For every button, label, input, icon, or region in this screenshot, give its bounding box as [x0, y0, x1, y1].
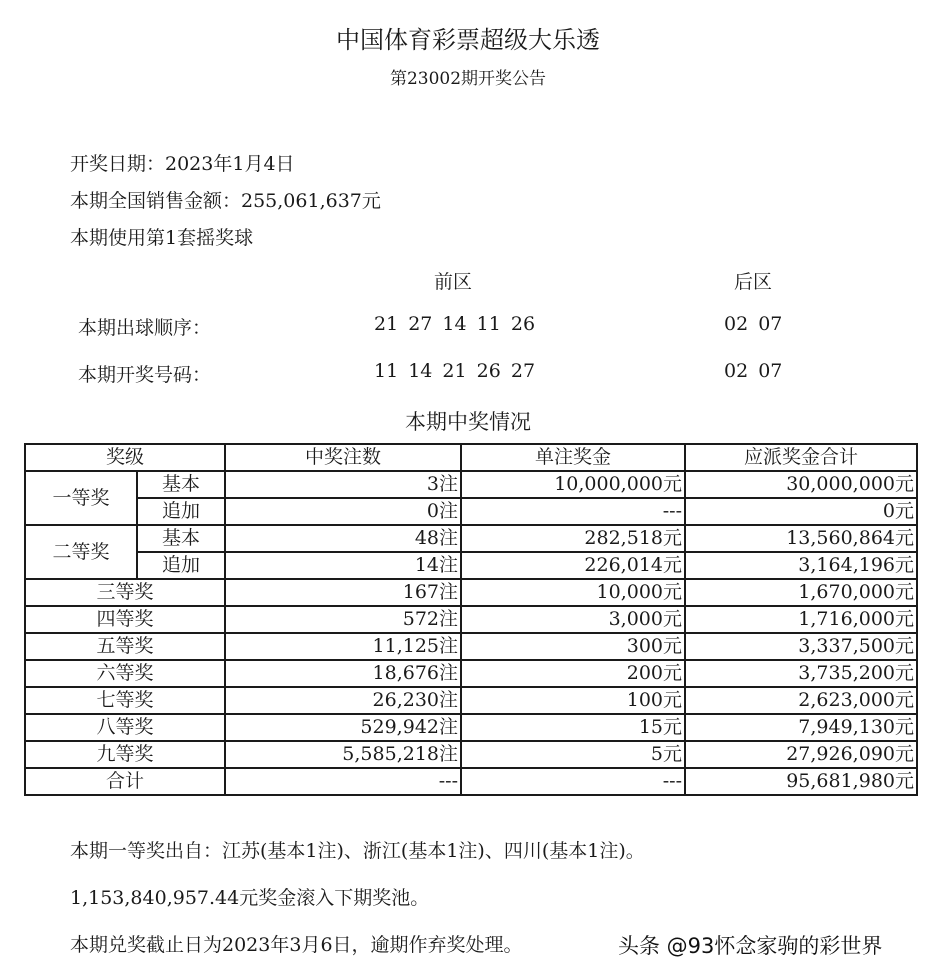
tier-sub-type: 追加: [137, 552, 225, 579]
winning-numbers-back: 02 07: [724, 360, 783, 382]
document-title: 中国体育彩票超级大乐透: [336, 26, 600, 54]
claim-deadline: 本期兑奖截止日为2023年3月6日，逾期作弃奖处理。: [70, 934, 523, 956]
draw-order-back: 02 07: [724, 313, 783, 335]
winner-count: 572注: [225, 606, 461, 633]
total-prize: 3,164,196元: [685, 552, 917, 579]
total-prize: 30,000,000元: [685, 471, 917, 498]
header-unit-prize: 单注奖金: [461, 444, 685, 471]
prize-table-title: 本期中奖情况: [405, 410, 531, 434]
tier-sub-type: 追加: [137, 498, 225, 525]
table-row: [25, 633, 917, 660]
front-zone-header: 前区: [434, 271, 473, 293]
total-prize: 7,949,130元: [685, 714, 917, 741]
total-prize: 1,670,000元: [685, 579, 917, 606]
winner-count: 529,942注: [225, 714, 461, 741]
ball-set: 本期使用第1套摇奖球: [70, 227, 254, 249]
total-prize: 95,681,980元: [685, 768, 917, 795]
header-total-prize: 应派奖金合计: [685, 444, 917, 471]
table-total-row: [25, 768, 917, 795]
unit-prize: 200元: [461, 660, 685, 687]
table-row: [25, 606, 917, 633]
tier-name: 合计: [25, 768, 225, 795]
table-row: [25, 471, 917, 498]
winner-count: 11,125注: [225, 633, 461, 660]
first-prize-source: 本期一等奖出自：江苏(基本1注)、浙江(基本1注)、四川(基本1注)。: [70, 840, 645, 862]
prize-table: [24, 443, 918, 796]
total-prize: 0元: [685, 498, 917, 525]
winner-count: 14注: [225, 552, 461, 579]
unit-prize: 300元: [461, 633, 685, 660]
winner-count: 5,585,218注: [225, 741, 461, 768]
tier-name: 九等奖: [25, 741, 225, 768]
tier-name: 二等奖: [25, 525, 137, 579]
winner-count: 26,230注: [225, 687, 461, 714]
tier-sub-type: 基本: [137, 471, 225, 498]
table-row: [25, 660, 917, 687]
winner-count: 167注: [225, 579, 461, 606]
total-prize: 13,560,864元: [685, 525, 917, 552]
table-row: [25, 687, 917, 714]
table-row: [25, 714, 917, 741]
winner-count: 3注: [225, 471, 461, 498]
total-prize: 27,926,090元: [685, 741, 917, 768]
winner-count: 0注: [225, 498, 461, 525]
total-prize: 2,623,000元: [685, 687, 917, 714]
table-header-row: [25, 444, 917, 471]
unit-prize: 15元: [461, 714, 685, 741]
total-prize: 3,735,200元: [685, 660, 917, 687]
header-prize-level: 奖级: [25, 444, 225, 471]
table-row: [25, 579, 917, 606]
jackpot-rollover: 1,153,840,957.44元奖金滚入下期奖池。: [70, 887, 430, 909]
unit-prize: ---: [461, 768, 685, 795]
table-row: [25, 741, 917, 768]
unit-prize: 10,000,000元: [461, 471, 685, 498]
tier-name: 四等奖: [25, 606, 225, 633]
draw-order-front: 21 27 14 11 26: [374, 313, 536, 335]
table-row: [25, 552, 917, 579]
unit-prize: 282,518元: [461, 525, 685, 552]
unit-prize: 5元: [461, 741, 685, 768]
tier-name: 五等奖: [25, 633, 225, 660]
tier-name: 七等奖: [25, 687, 225, 714]
header-winner-count: 中奖注数: [225, 444, 461, 471]
tier-sub-type: 基本: [137, 525, 225, 552]
table-row: [25, 525, 917, 552]
winning-numbers-front: 11 14 21 26 27: [374, 360, 536, 382]
table-row: [25, 498, 917, 525]
unit-prize: 226,014元: [461, 552, 685, 579]
tier-name: 三等奖: [25, 579, 225, 606]
tier-name: 八等奖: [25, 714, 225, 741]
winning-numbers-label: 本期开奖号码：: [78, 364, 212, 386]
winner-count: 18,676注: [225, 660, 461, 687]
winner-count: 48注: [225, 525, 461, 552]
total-prize: 1,716,000元: [685, 606, 917, 633]
winner-count: ---: [225, 768, 461, 795]
issue-subtitle: 第23002期开奖公告: [389, 69, 547, 89]
unit-prize: 3,000元: [461, 606, 685, 633]
draw-order-label: 本期出球顺序：: [78, 317, 212, 339]
unit-prize: 100元: [461, 687, 685, 714]
unit-prize: ---: [461, 498, 685, 525]
sales-amount: 本期全国销售金额：255,061,637元: [70, 190, 381, 212]
unit-prize: 10,000元: [461, 579, 685, 606]
watermark: 头条 @93怀念家驹的彩世界: [618, 934, 883, 958]
back-zone-header: 后区: [734, 271, 773, 293]
tier-name: 一等奖: [25, 471, 137, 525]
draw-date: 开奖日期：2023年1月4日: [70, 153, 295, 175]
tier-name: 六等奖: [25, 660, 225, 687]
total-prize: 3,337,500元: [685, 633, 917, 660]
